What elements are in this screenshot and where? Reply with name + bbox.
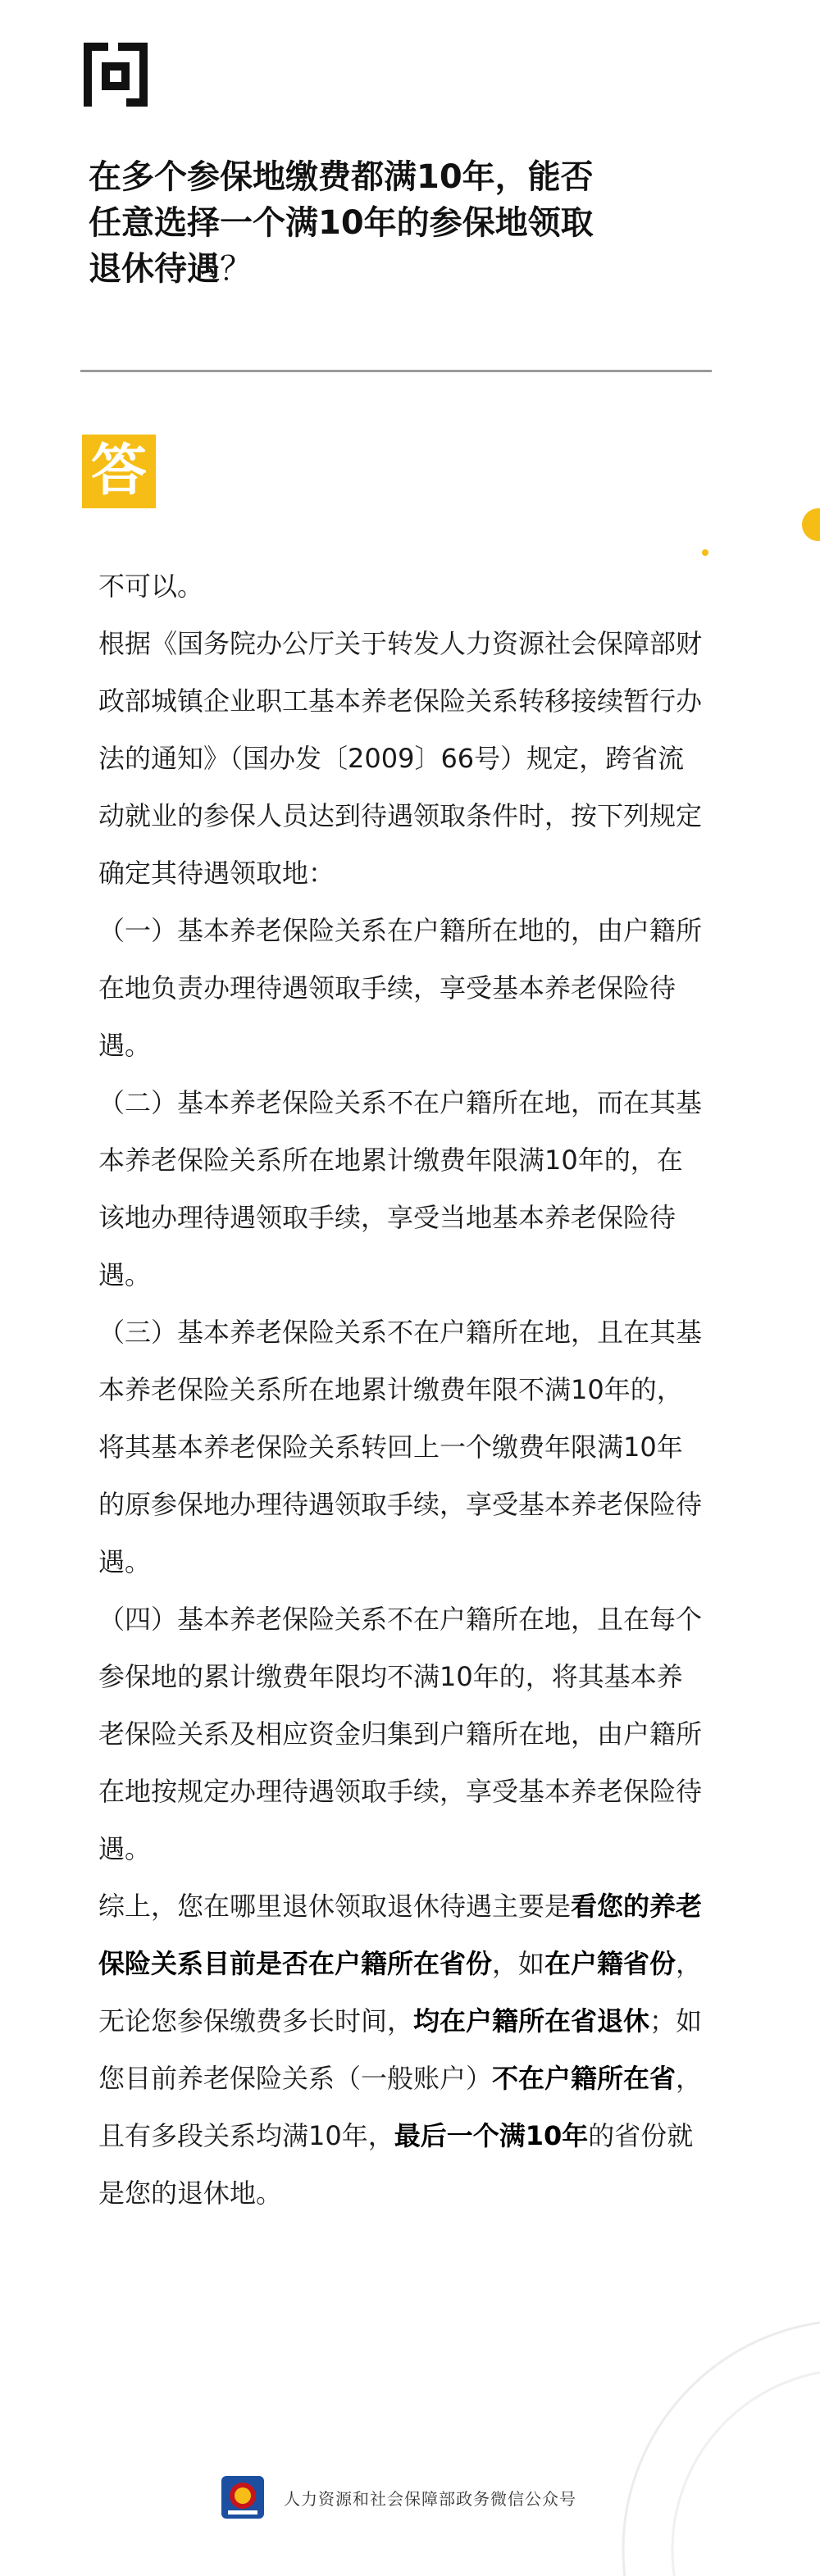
summary-bold-5: 最后一个满10年 [394, 2120, 589, 2151]
summary-bold-1: 看您的养老保险关系目前是否在户籍所在省份 [98, 1891, 703, 1979]
summary-text-3: ，无论您参保缴费多长时间， [98, 1948, 703, 2037]
summary-text-2: ，如 [492, 1948, 545, 1979]
answer-paragraph-2: 根据《国务院办公厅关于转发人力资源社会保障部财政部城镇企业职工基本养老保险关系转移接续暂行办法的通知》（国办发〔2009〕66号）规定，跨省流动就业的参保人员达到待遇领取条件时，按下列规定确定其待遇领取地： [98, 628, 703, 889]
answer-paragraph-6: （四）基本养老保险关系不在户籍所在地，且在每个参保地的累计缴费年限均不满10年的，将其基本养老保险关系及相应资金归集到户籍所在地，由户籍所在地按规定办理待遇领取手续，享受基本养老保险待遇。 [98, 1604, 703, 1864]
question-icon [80, 39, 151, 110]
answer-summary [98, 1877, 705, 2222]
ministry-emblem-icon [221, 2476, 264, 2519]
question-title [89, 154, 745, 292]
question-line-3-text: 退休待遇 [89, 250, 220, 288]
decorative-circles [607, 2287, 820, 2576]
answer-body [98, 558, 705, 2222]
question-line-2: 任意选择一个满10年的参保地领取 [89, 204, 594, 242]
answer-icon-label: 答 [90, 439, 147, 503]
summary-text-1: 综上，您在哪里退休领取退休待遇主要是 [98, 1891, 572, 1922]
answer-paragraph-4: （二）基本养老保险关系不在户籍所在地，而在其基本养老保险关系所在地累计缴费年限满10年的，在该地办理待遇领取手续，享受当地基本养老保险待遇。 [98, 1087, 703, 1290]
question-mark: ？ [220, 250, 253, 288]
answer-paragraph-5: （三）基本养老保险关系不在户籍所在地，且在其基本养老保险关系所在地累计缴费年限不满10年的，将其基本养老保险关系转回上一个缴费年限满10年的原参保地办理待遇领取手续，享受基本养老保险待遇。 [98, 1317, 703, 1577]
answer-paragraph-3: （一）基本养老保险关系在户籍所在地的，由户籍所在地负责办理待遇领取手续，享受基本养老保险待遇。 [98, 915, 703, 1061]
section-divider [80, 370, 712, 372]
summary-text-5: ，且有多段关系均满10年， [98, 2063, 703, 2151]
summary-bold-2: 在户籍省份 [544, 1948, 676, 1979]
question-line-1: 在多个参保地缴费都满10年，能否 [89, 158, 594, 196]
summary-bold-4: 不在户籍所在省 [492, 2063, 676, 2094]
summary-bold-3: 均在户籍所在省退休 [413, 2005, 650, 2037]
answer-paragraph-1: 不可以。 [98, 571, 204, 602]
footer [221, 2474, 576, 2520]
summary-text-4: ；如您目前养老保险关系（一般账户） [98, 2005, 703, 2094]
decorative-dot-large [802, 508, 820, 541]
question-line-3 [89, 246, 745, 292]
footer-source-text: 人力资源和社会保障部政务微信公众号 [284, 2488, 576, 2509]
decorative-dot-small [702, 549, 708, 556]
answer-icon [82, 435, 156, 508]
summary-text-6: 的省份就是您的退休地。 [98, 2120, 694, 2209]
